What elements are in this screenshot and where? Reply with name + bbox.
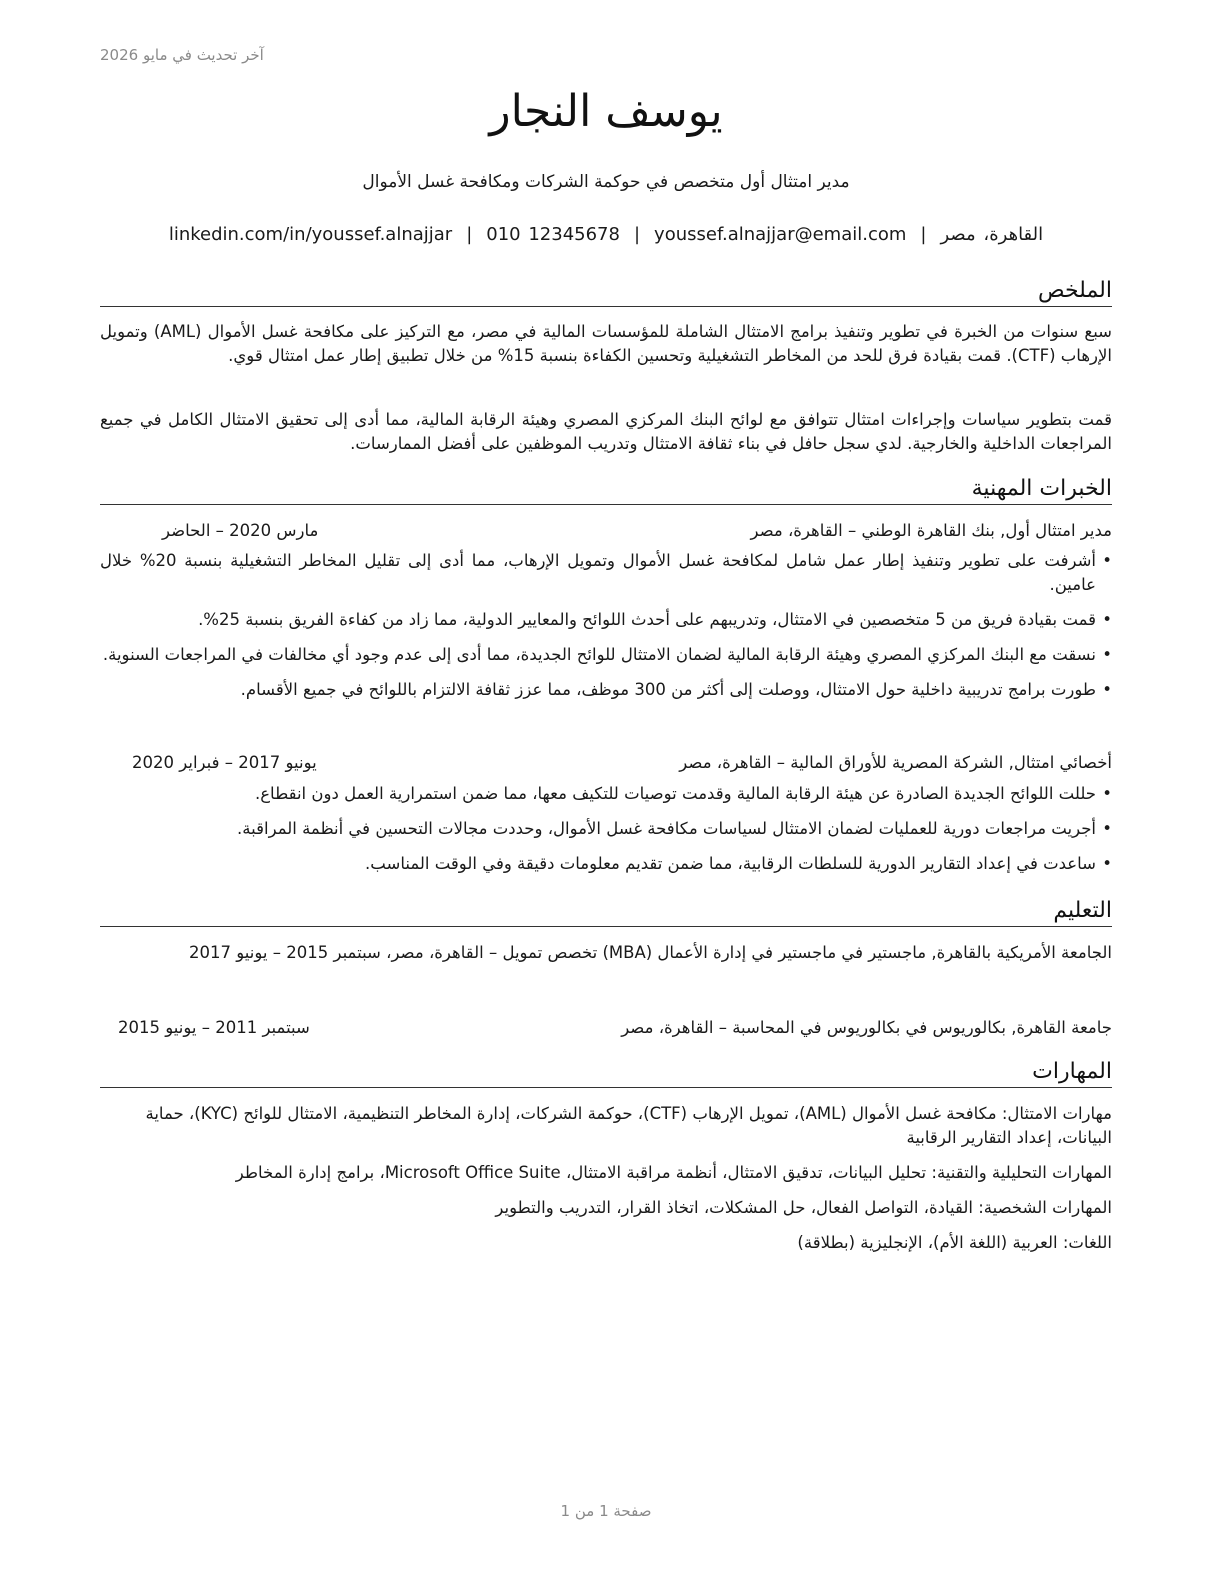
education-text: جامعة القاهرة, بكالوريوس في بكالوريوس في المحاسبة – القاهرة، مصر <box>621 1018 1112 1037</box>
page-number: صفحة 1 من 1 <box>560 1502 652 1520</box>
education-dates: سبتمبر 2011 – يونيو 2015 <box>118 1018 310 1037</box>
list-item: • أجريت مراجعات دورية للعمليات لضمان الامتثال لسياسات مكافحة غسل الأموال، وحددت مجالات التحسين في أنظمة المراقبة. <box>100 817 1112 841</box>
section-title-skills: المهارات <box>100 1058 1112 1088</box>
section-title-experience: الخبرات المهنية <box>100 475 1112 505</box>
job-dates: مارس 2020 – الحاضر <box>162 521 319 540</box>
candidate-name: يوسف النجار <box>489 86 723 137</box>
education-dates: سبتمبر 2015 – يونيو 2017 <box>189 943 381 962</box>
contact-email[interactable]: youssef.alnajjar@email.com <box>654 224 907 245</box>
contact-separator: | <box>920 224 927 245</box>
skills-list <box>100 1102 1112 1266</box>
list-item: • طورت برامج تدريبية داخلية حول الامتثال، ووصلت إلى أكثر من 300 موظف، مما عزز ثقافة الالتزام باللوائح في جميع الأقسام. <box>100 678 1112 702</box>
job-bullets <box>100 782 1112 887</box>
job-header <box>100 751 1112 775</box>
contact-linkedin[interactable]: linkedin.com/in/youssef.alnajjar <box>168 224 453 245</box>
last-updated: آخر تحديث في مايو 2026 <box>100 46 264 64</box>
contact-line <box>100 224 1112 245</box>
contact-phone[interactable]: 010 12345678 <box>486 224 620 245</box>
resume-page <box>100 0 1112 1584</box>
list-item: • نسقت مع البنك المركزي المصري وهيئة الرقابة المالية لضمان الامتثال للوائح الجديدة، مما أدى إلى عدم وجود أي مخالفات في المراجعات السنوية. <box>100 643 1112 667</box>
list-item: • حللت اللوائح الجديدة الصادرة عن هيئة الرقابة المالية وقدمت توصيات للتكيف معها، مما ضمن استمرارية العمل دون انقطاع. <box>100 782 1112 806</box>
skills-line: مهارات الامتثال: مكافحة غسل الأموال (AML)، تمويل الإرهاب (CTF)، حوكمة الشركات، إدارة المخاطر التنظيمية، الامتثال للوائح (KYC)، حماية البيانات، إعداد التقارير الرقابية <box>145 1104 1112 1147</box>
skills-line: المهارات الشخصية: القيادة، التواصل الفعال، حل المشكلات، اتخاذ القرار، التدريب والتطوير <box>495 1198 1112 1217</box>
list-item: • ساعدت في إعداد التقارير الدورية للسلطات الرقابية، مما ضمن تقديم معلومات دقيقة وفي الوقت المناسب. <box>100 852 1112 876</box>
list-item: • قمت بقيادة فريق من 5 متخصصين في الامتثال، وتدريبهم على أحدث اللوائح والمعايير الدولية، مما زاد من كفاءة الفريق بنسبة 25%. <box>100 608 1112 632</box>
job-role: أخصائي امتثال, الشركة المصرية للأوراق المالية – القاهرة، مصر <box>679 753 1112 772</box>
skills-line: اللغات: العربية (اللغة الأم)، الإنجليزية (بطلاقة) <box>797 1233 1112 1252</box>
summary-paragraph: سبع سنوات من الخبرة في تطوير وتنفيذ برامج الامتثال الشاملة للمؤسسات المالية في مصر، مع التركيز على مكافحة غسل الأموال (AML) وتمويل الإرهاب (CTF). قمت بقيادة فرق للحد من المخاطر التشغيلية وتحسين الكفاءة بنسبة 15% من خلال تطبيق إطار عمل امتثال قوي. <box>100 322 1112 365</box>
education-entry <box>100 1016 1112 1040</box>
contact-separator: | <box>466 224 473 245</box>
education-text: الجامعة الأمريكية بالقاهرة, ماجستير في ماجستير في إدارة الأعمال (MBA) تخصص تمويل – القاهرة، مصر <box>391 943 1112 962</box>
job-dates: يونيو 2017 – فبراير 2020 <box>132 753 317 772</box>
job-header <box>100 519 1112 543</box>
headline: مدير امتثال أول متخصص في حوكمة الشركات ومكافحة غسل الأموال <box>362 172 850 192</box>
summary-paragraph: قمت بتطوير سياسات وإجراءات امتثال تتوافق مع لوائح البنك المركزي المصري وهيئة الرقابة المالية، مما أدى إلى تحقيق الامتثال الكامل في جميع المراجعات الداخلية والخارجية. لدي سجل حافل في بناء ثقافة الامتثال وتدريب الموظفين على أفضل الممارسات. <box>100 410 1112 453</box>
job-bullets <box>100 549 1112 713</box>
list-item: • أشرفت على تطوير وتنفيذ إطار عمل شامل لمكافحة غسل الأموال وتمويل الإرهاب، مما أدى إلى تقليل المخاطر التشغيلية بنسبة 20% خلال عامين. <box>100 549 1112 597</box>
contact-separator: | <box>633 224 641 245</box>
contact-location: القاهرة، مصر <box>940 224 1044 245</box>
skills-line: المهارات التحليلية والتقنية: تحليل البيانات، تدقيق الامتثال، أنظمة مراقبة الامتثال، Microsoft Office Suite، برامج إدارة المخاطر <box>235 1163 1112 1182</box>
education-entry: الجامعة الأمريكية بالقاهرة, ماجستير في ماجستير في إدارة الأعمال (MBA) تخصص تمويل – القاهرة، مصر، سبتمبر 2015 – يونيو 2017 <box>189 943 1112 962</box>
job-role: مدير امتثال أول, بنك القاهرة الوطني – القاهرة، مصر <box>750 521 1112 540</box>
section-title-summary: الملخص <box>100 277 1112 307</box>
section-title-education: التعليم <box>100 897 1112 927</box>
